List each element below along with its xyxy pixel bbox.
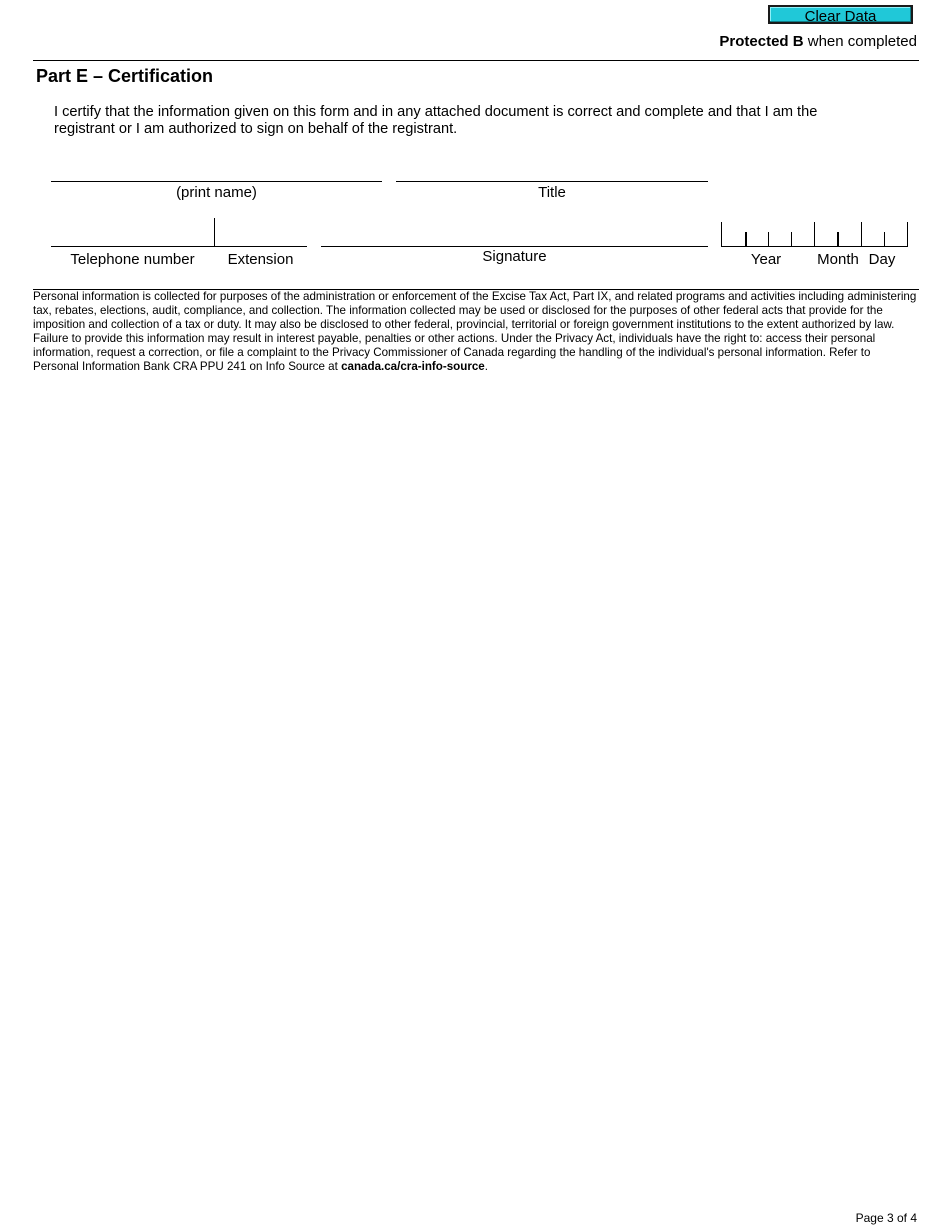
print-name-field[interactable]	[51, 156, 382, 181]
extension-label: Extension	[227, 251, 294, 268]
protected-b-suffix: when completed	[803, 33, 917, 50]
date-baseline	[721, 246, 908, 247]
protected-b-label: Protected B	[719, 33, 804, 50]
date-tick	[721, 222, 722, 246]
date-tick	[907, 222, 908, 246]
date-tick	[837, 232, 839, 246]
day-label: Day	[868, 251, 896, 268]
title-field[interactable]	[396, 156, 708, 181]
telephone-field[interactable]	[51, 220, 214, 246]
telephone-label: Telephone number	[70, 251, 195, 268]
date-tick	[768, 232, 769, 246]
clear-data-button[interactable]: Clear Data	[768, 5, 913, 24]
date-tick	[791, 232, 792, 246]
signature-line	[321, 246, 708, 247]
part-e-title: Part E – Certification	[36, 66, 214, 86]
year-label: Year	[750, 251, 782, 268]
date-tick	[861, 222, 862, 246]
title-label: Title	[538, 184, 566, 201]
signature-label: Signature	[482, 248, 547, 265]
print-name-label: (print name)	[176, 184, 257, 201]
protected-b-notice	[719, 33, 917, 50]
privacy-text: Personal information is collected for purposes of the administration or enforcement of the Excise Tax Act, Part IX, and related programs and activities including administering tax, rebates, elections, audit, compliance, and collection. The information collected may be used or disclosed for the purposes of other federal acts that provide for the imposition and collection of a tax or duty. It may also be disclosed to other federal, provincial, territorial or foreign government institutions to the extent authorized by law. Failure to provide this information may result in interest payable, penalties or other actions. Under the Privacy Act, individuals have the right to: access their personal information, request a correction, or file a complaint to the Privacy Commissioner of Canada regarding the handling of the individual's personal information. Refer to Personal Information Bank CRA PPU 241 on Info Source at	[33, 290, 917, 373]
extension-field[interactable]	[215, 220, 307, 246]
privacy-end: .	[484, 360, 488, 373]
telephone-line	[51, 246, 307, 247]
info-source-link[interactable]: canada.ca/cra-info-source	[341, 360, 485, 373]
print-name-line	[51, 181, 382, 182]
header-divider	[33, 60, 919, 61]
date-tick	[814, 222, 815, 246]
extension-divider	[214, 218, 215, 246]
certification-statement: I certify that the information given on this form and in any attached document is correct and complete and that I am the registrant or I am authorized to sign on behalf of the registrant.	[54, 104, 818, 137]
page-number: Page 3 of 4	[855, 1211, 917, 1225]
date-tick	[745, 232, 747, 246]
privacy-notice	[33, 290, 919, 374]
date-tick	[884, 232, 885, 246]
month-label: Month	[817, 251, 859, 268]
title-line	[396, 181, 708, 182]
